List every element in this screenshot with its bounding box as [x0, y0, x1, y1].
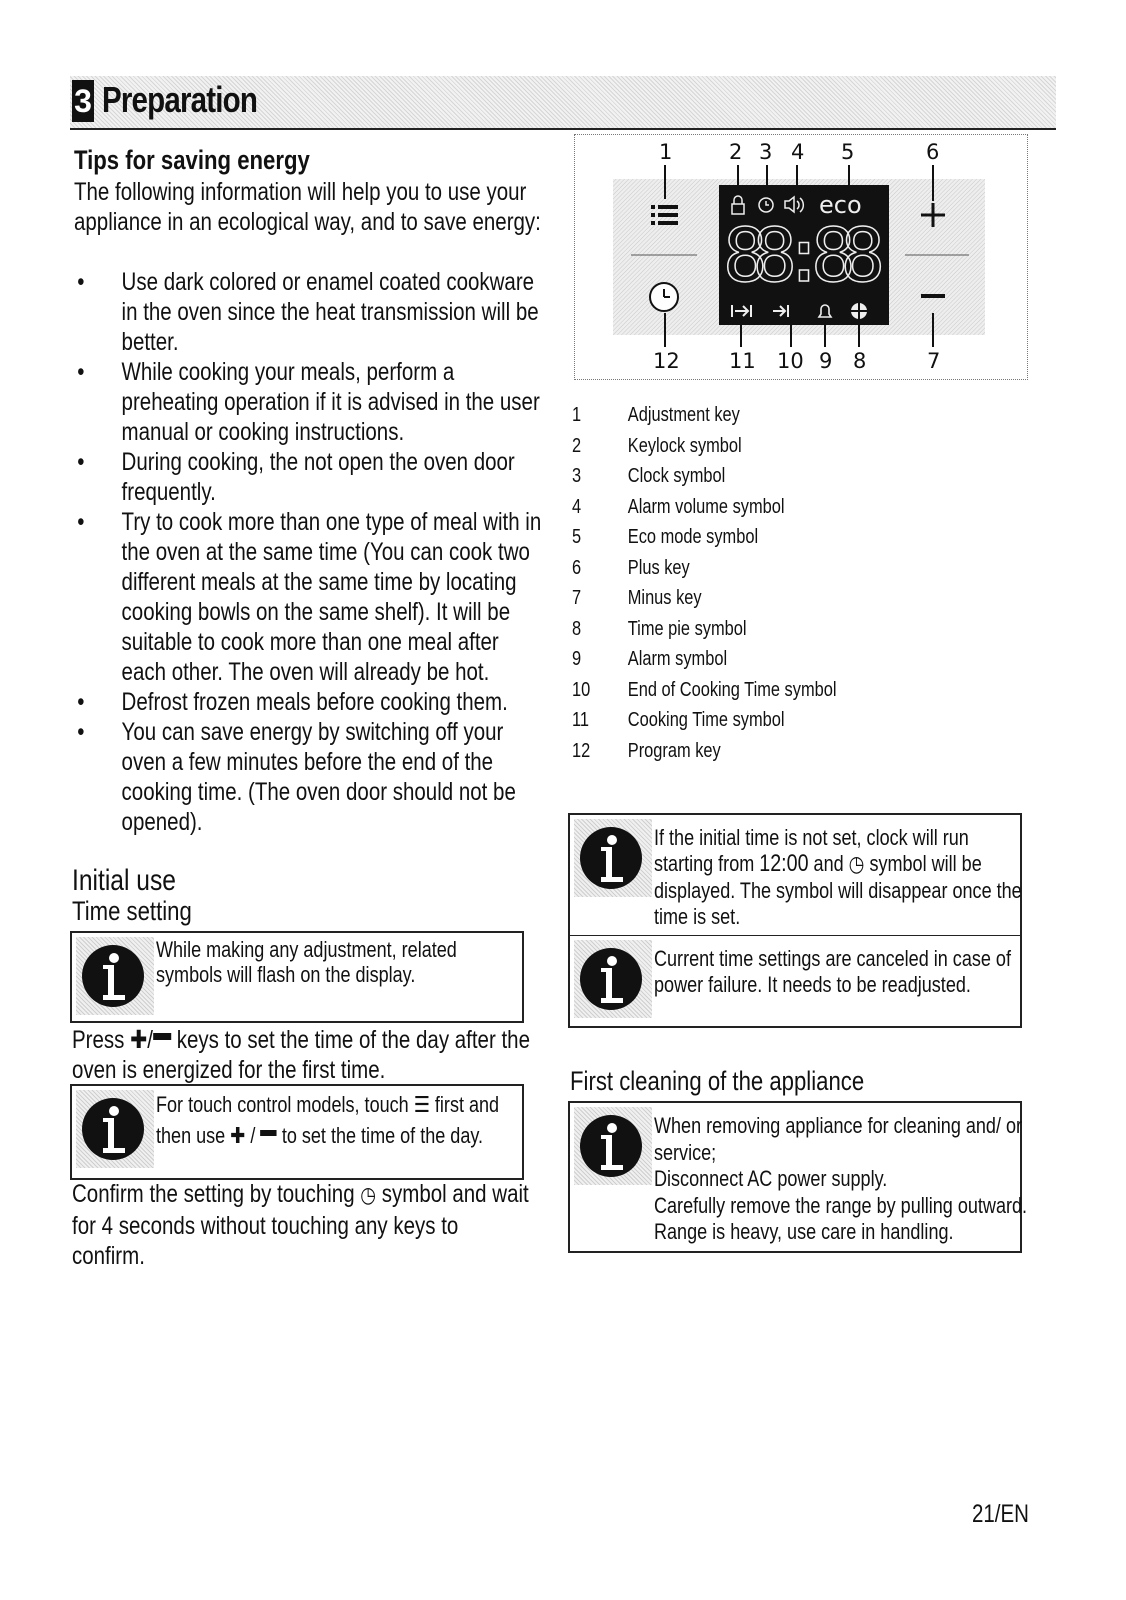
list-item: • Use dark colored or enamel coated cookware in the oven since the heat transmission will be better.	[74, 267, 541, 357]
display-digits: 88:88	[723, 213, 885, 299]
minus-key-icon	[921, 294, 945, 298]
chapter-number: 3	[72, 80, 94, 122]
callout-number: 10	[777, 349, 804, 373]
legend-list	[572, 400, 837, 766]
eco-mode-icon: eco	[819, 191, 862, 219]
info-icon	[574, 819, 652, 897]
info-text-line: symbols will flash on the display.	[156, 962, 416, 987]
list-item: • You can save energy by switching off your oven a few minutes before the end of the cooking time. (The oven door should not be opened).	[74, 717, 541, 837]
minus-icon	[260, 1130, 276, 1136]
press-keys-text: Press ✚/ keys to set the time of the day after the oven is energized for the first time.	[72, 1025, 530, 1084]
info-text-line: Current time settings are canceled in case of	[654, 946, 1011, 971]
callout-number: 1	[659, 140, 673, 164]
callout-number: 4	[791, 140, 805, 164]
info-text-line: then use	[156, 1123, 226, 1148]
list-item: • Defrost frozen meals before cooking them.	[74, 687, 541, 717]
confirm-label-rest: symbol and wait for 4 seconds without touching any keys to confirm.	[72, 1180, 529, 1270]
page-number: 21/EN	[972, 1500, 1029, 1528]
legend-item: 4 Alarm volume symbol	[572, 495, 785, 518]
info-icon	[574, 1107, 652, 1185]
control-panel-diagram	[574, 134, 1028, 380]
legend-item: 1 Adjustment key	[572, 404, 740, 426]
press-label: Press	[72, 1026, 125, 1054]
control-panel-svg	[575, 135, 1027, 379]
legend-item: 9 Alarm symbol	[572, 648, 728, 670]
callout-number: 7	[927, 349, 941, 373]
clock-key-icon	[650, 283, 678, 311]
callout-number: 2	[729, 140, 743, 164]
chapter-header	[70, 76, 1056, 130]
time-pie-icon	[851, 303, 867, 319]
press-label-rest: keys to set the time of the day after the oven is energized for the first time.	[72, 1026, 530, 1084]
info-text-line: While making any adjustment, related	[156, 937, 457, 962]
plus-icon: ✚	[130, 1025, 148, 1054]
clock-icon: ◷	[360, 1183, 377, 1208]
callout-number: 9	[819, 349, 833, 373]
legend-item: 12 Program key	[572, 739, 721, 762]
callout-number: 6	[926, 140, 940, 164]
cleaning-title: First cleaning of the appliance	[570, 1066, 865, 1096]
info-text-line: displayed. The symbol will disappear once the	[654, 878, 1022, 903]
info-text-line: service;	[654, 1139, 717, 1165]
program-menu-icon: ☰	[413, 1093, 430, 1118]
info-icon	[76, 1090, 154, 1168]
minus-icon	[153, 1033, 171, 1040]
info-text-line: power failure. It needs to be readjusted.	[654, 972, 971, 997]
info-text-line: Disconnect AC power supply.	[654, 1166, 888, 1191]
left-column	[74, 145, 554, 837]
callout-number: 8	[853, 349, 867, 373]
info-text-line: to set the time of the day.	[281, 1123, 484, 1148]
legend-item: 7 Minus key	[572, 587, 702, 609]
legend-item: 8 Time pie symbol	[572, 617, 747, 640]
time-value: 12:00	[759, 850, 809, 877]
callout-number: 3	[759, 140, 773, 164]
tips-title: Tips for saving energy	[74, 145, 310, 175]
initial-use-title: Initial use	[72, 864, 176, 897]
time-setting-title: Time setting	[72, 896, 192, 926]
info-text-line: symbol will be	[869, 851, 982, 876]
callout-number: 12	[653, 349, 680, 373]
info-box-initial-time	[568, 813, 1022, 938]
callout-number: 5	[841, 140, 855, 164]
legend-item: 5 Eco mode symbol	[572, 526, 759, 548]
info-text-line: Carefully remove the range by pulling outward.	[654, 1192, 1028, 1218]
plus-icon: ✚	[230, 1124, 246, 1149]
chapter-title: Preparation	[102, 79, 258, 120]
info-text-line: When removing appliance for cleaning and/ or	[654, 1113, 1023, 1138]
tips-list	[74, 267, 541, 837]
clock-icon: ◷	[848, 852, 865, 877]
info-text-line: For touch control models, touch	[156, 1092, 409, 1117]
info-text-line: time is set.	[654, 904, 741, 929]
info-icon	[76, 937, 154, 1015]
info-text-line: Range is heavy, use care in handling.	[654, 1219, 954, 1244]
info-box-cleaning	[568, 1101, 1028, 1253]
info-text-line: and	[813, 851, 844, 876]
legend-item: 3 Clock symbol	[572, 465, 726, 487]
legend-item: 10 End of Cooking Time symbol	[572, 678, 837, 701]
confirm-label: Confirm the setting by touching	[72, 1180, 355, 1208]
info-text-line: If the initial time is not set, clock will run	[654, 825, 969, 850]
info-text-line: starting from	[654, 851, 755, 876]
callout-number: 11	[729, 349, 756, 373]
info-icon	[574, 940, 652, 1018]
legend-item: 11 Cooking Time symbol	[572, 709, 785, 731]
tips-intro: The following information will help you to use your appliance in an ecological way, and to save energy:	[74, 178, 541, 236]
legend-item: 6 Plus key	[572, 556, 690, 579]
info-box-adjustment	[70, 931, 524, 1023]
list-item: • Try to cook more than one type of meal with in the oven at the same time (You can cook two different meals at the same time by locating cooking bowls on the same shelf). It will be suitable to cook more than one meal after each other. The oven will already be hot.	[74, 507, 541, 687]
confirm-text	[72, 1179, 531, 1271]
list-item: • During cooking, the not open the oven door frequently.	[74, 447, 541, 507]
info-box-power-failure	[568, 935, 1022, 1028]
list-item: • While cooking your meals, perform a preheating operation if it is advised in the user manual or cooking instructions.	[74, 357, 541, 447]
info-box-touch-control: For touch control models, touch ☰ first and then use ✚ / to set the time of the day.	[70, 1084, 524, 1180]
legend-item: 2 Keylock symbol	[572, 434, 742, 457]
info-text-line: first and	[434, 1092, 500, 1117]
